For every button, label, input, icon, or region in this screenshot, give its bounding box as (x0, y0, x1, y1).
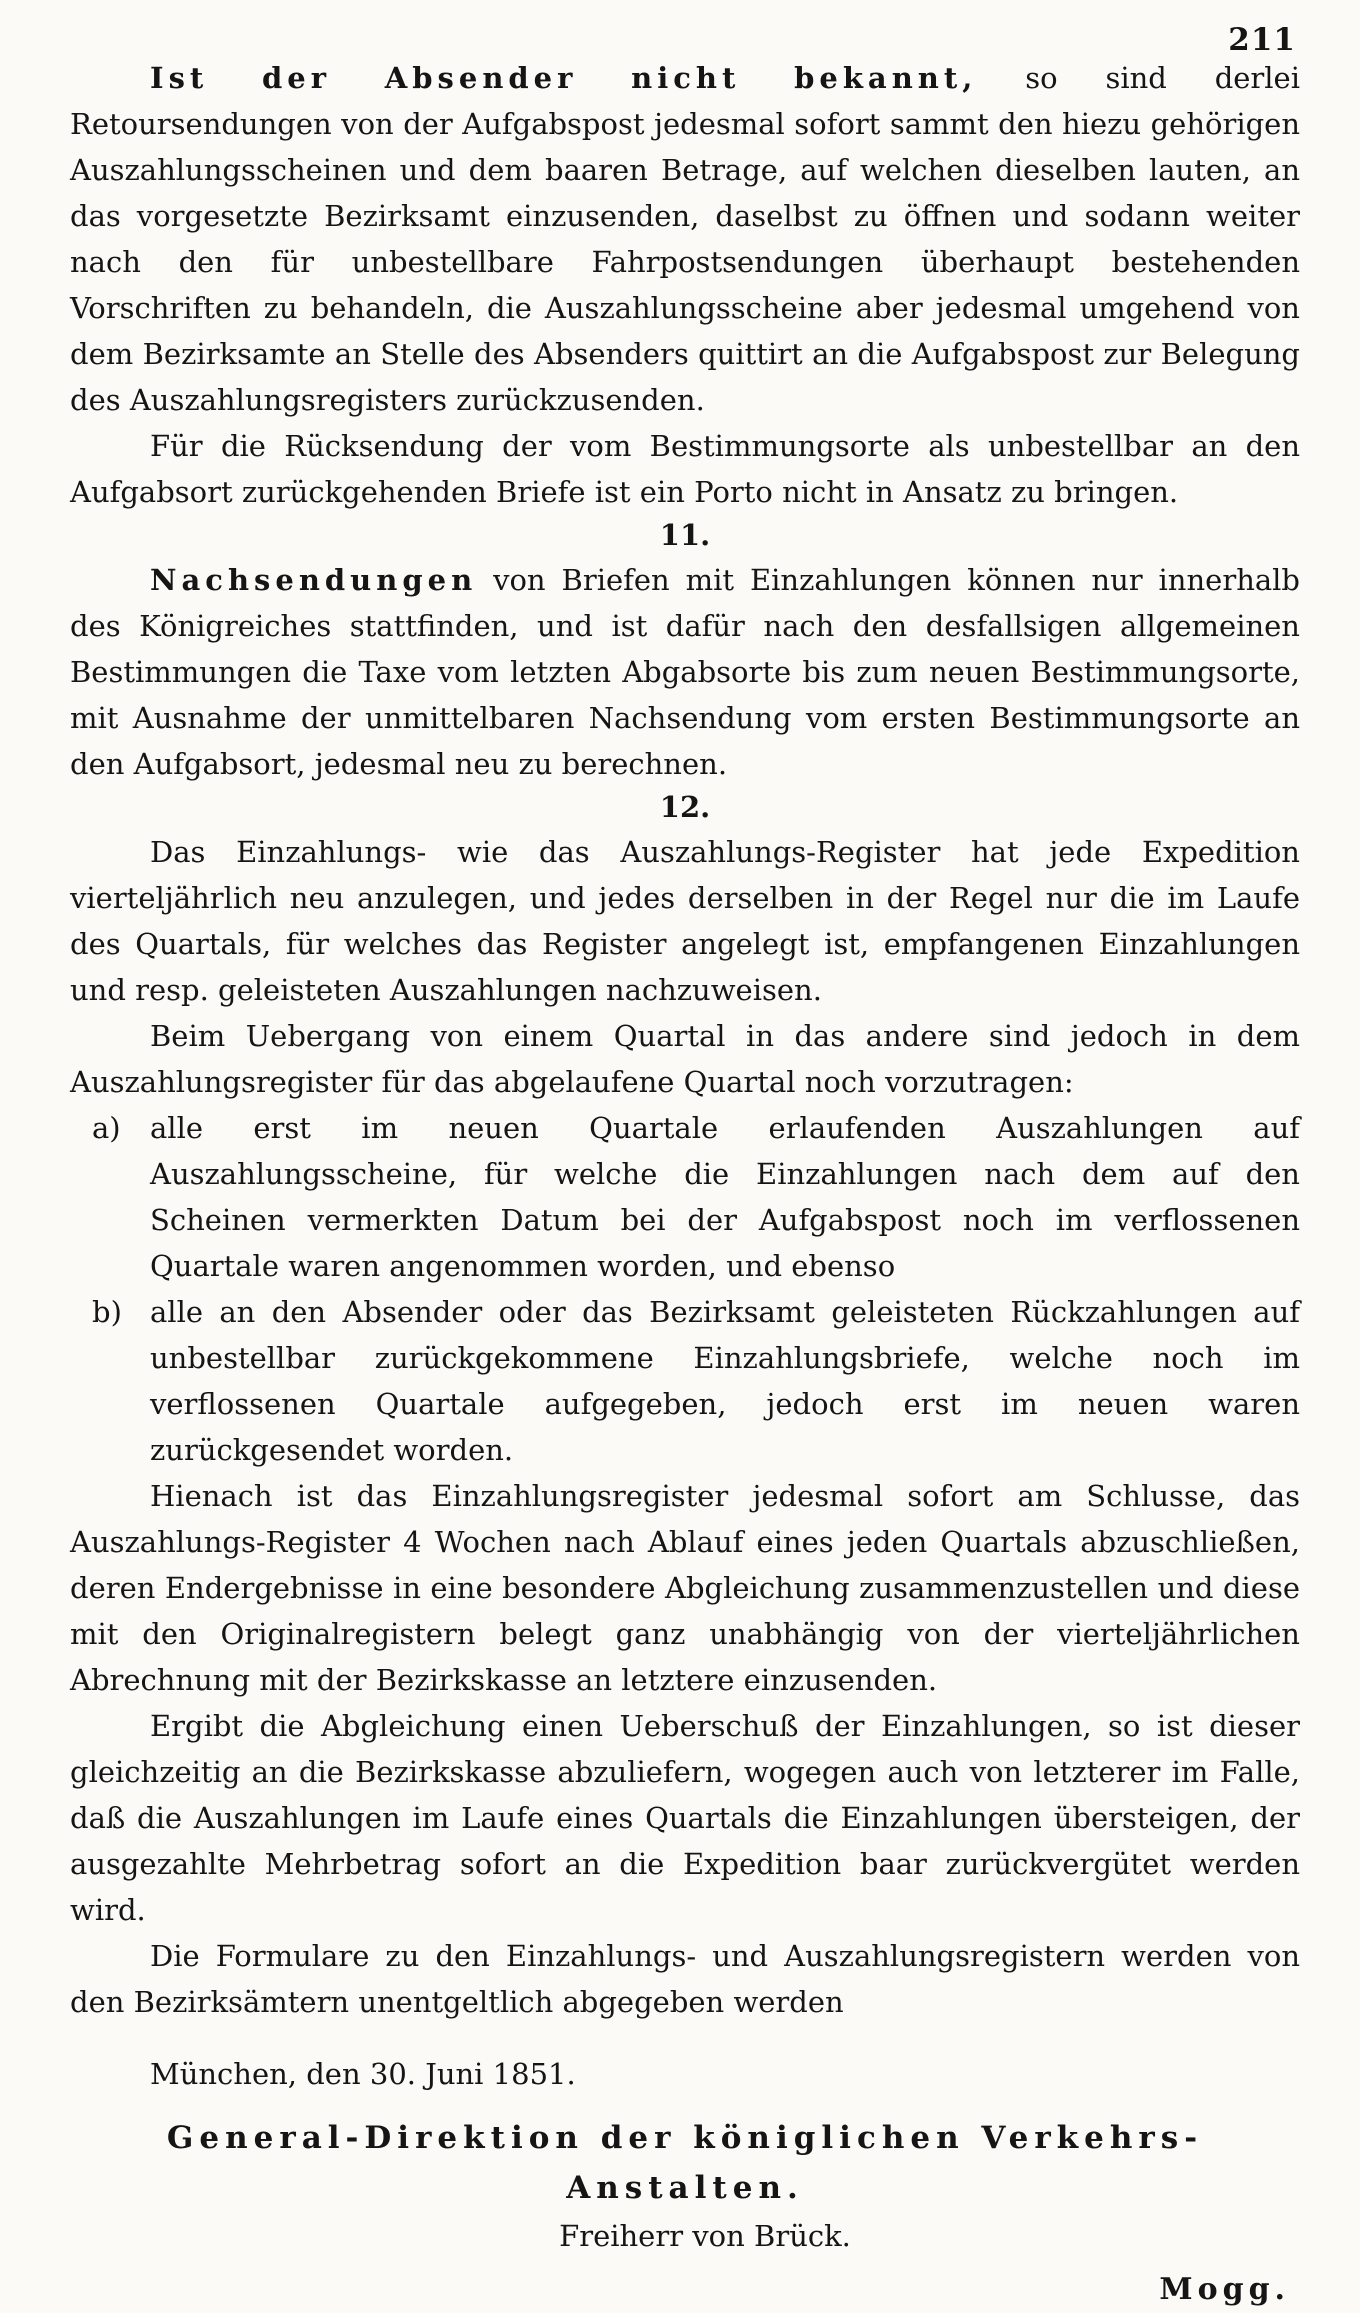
list-item-a (70, 1105, 1300, 1289)
paragraph-ruecksendung: Für die Rücksendung der vom Bestimmungsorte als unbestellbar an den Aufgabsort zurückgehenden Briefe ist ein Porto nicht in Ansatz zu bringen. (70, 429, 1300, 509)
signer-name: Freiherr von Brück. (559, 2219, 851, 2253)
list-item-b (70, 1289, 1300, 1473)
place-date: München, den 30. Juni 1851. (150, 2057, 576, 2091)
paragraph-uebergang: Beim Uebergang von einem Quartal in das andere sind jedoch in dem Auszahlungsregister für das abgelaufene Quartal noch vorzutragen: (70, 1019, 1300, 1099)
section-number-11: 11. (659, 518, 711, 552)
list-label-a: a) (92, 1111, 121, 1145)
list-label-b: b) (92, 1295, 122, 1329)
section-number-12: 12. (659, 790, 711, 824)
paragraph-nachsendungen (70, 557, 1300, 787)
paragraph-formulare: Die Formulare zu den Einzahlungs- und Auszahlungsregistern werden von den Bezirksämtern unentgeltlich abgegeben werden (70, 1939, 1300, 2019)
paragraph-text: von Briefen mit Einzahlungen können nur innerhalb des Königreiches stattfinden, und ist dafür nach den desfallsigen allgemeinen Bestimmungen die Taxe vom letzten Abgabsorte bis zum neuen Bestimmungsorte, mit Ausnahme der unmittelbaren Nachsendung vom ersten Bestimmungsorte an den Aufgabsort, jedesmal neu zu berechnen. (70, 563, 1300, 781)
paragraph-register: Das Einzahlungs- wie das Auszahlungs-Register hat jede Expedition vierteljährlich neu anzulegen, und jedes derselben in der Regel nur die im Laufe des Quartals, für welches das Register angelegt ist, empfangenen Einzahlungen und resp. geleisteten Auszahlungen nachzuweisen. (70, 835, 1300, 1007)
paragraph-retoursendungen (70, 55, 1300, 423)
paragraph-ueberschuss: Ergibt die Abgleichung einen Ueberschuß der Einzahlungen, so ist dieser gleichzeitig an die Bezirkskasse abzuliefern, wogegen auch von letzterer im Falle, daß die Auszahlungen im Laufe eines Quartals die Einzahlungen übersteigen, der ausgezahlte Mehrbetrag sofort an die Expedition baar zurückvergütet werden wird. (70, 1709, 1300, 1927)
list-text-b: alle an den Absender oder das Bezirksamt geleisteten Rückzahlungen auf unbestellbar zurückgekommene Einzahlungsbriefe, welche noch im verflossenen Quartale aufgegeben, jedoch erst im neuen waren zurückgesendet worden. (150, 1295, 1300, 1467)
emphasis-text: Ist der Absender nicht bekannt, (150, 61, 978, 95)
countersignature: Mogg. (1159, 2272, 1290, 2307)
document-body (70, 55, 1300, 2313)
paragraph-abschluss: Hienach ist das Einzahlungsregister jedesmal sofort am Schlusse, das Auszahlungs-Register 4 Wochen nach Ablauf eines jeden Quartals abzuschließen, deren Endergebnisse in eine besondere Abgleichung zusammenzustellen und diese mit den Originalregistern belegt ganz unabhängig von der vierteljährlichen Abrechnung mit der Bezirkskasse an letztere einzusenden. (70, 1479, 1300, 1697)
document-page (70, 0, 1300, 2307)
paragraph-text: so sind derlei Retoursendungen von der Aufgabspost jedesmal sofort sammt den hiezu gehörigen Auszahlungsscheinen und dem baaren Betrage, auf welchen dieselben lauten, an das vorgesetzte Bezirksamt einzusenden, daselbst zu öffnen und sodann weiter nach den für unbestellbare Fahrpostsendungen überhaupt bestehenden Vorschriften zu behandeln, die Auszahlungsscheine aber jedesmal umgehend von dem Bezirksamte an Stelle des Absenders quittirt an die Aufgabspost zur Belegung des Auszahlungsregisters zurückzusenden. (70, 61, 1300, 417)
list-text-a: alle erst im neuen Quartale erlaufenden Auszahlungen auf Auszahlungsscheine, für welche die Einzahlungen nach dem auf den Scheinen vermerkten Datum bei der Aufgabspost noch im verflossenen Quartale waren angenommen worden, und ebenso (150, 1111, 1300, 1283)
emphasis-text: Nachsendungen (150, 563, 478, 597)
page-number: 211 (1228, 22, 1296, 58)
issuing-authority: General-Direktion der königlichen Verkehrs-Anstalten. (166, 2120, 1204, 2206)
